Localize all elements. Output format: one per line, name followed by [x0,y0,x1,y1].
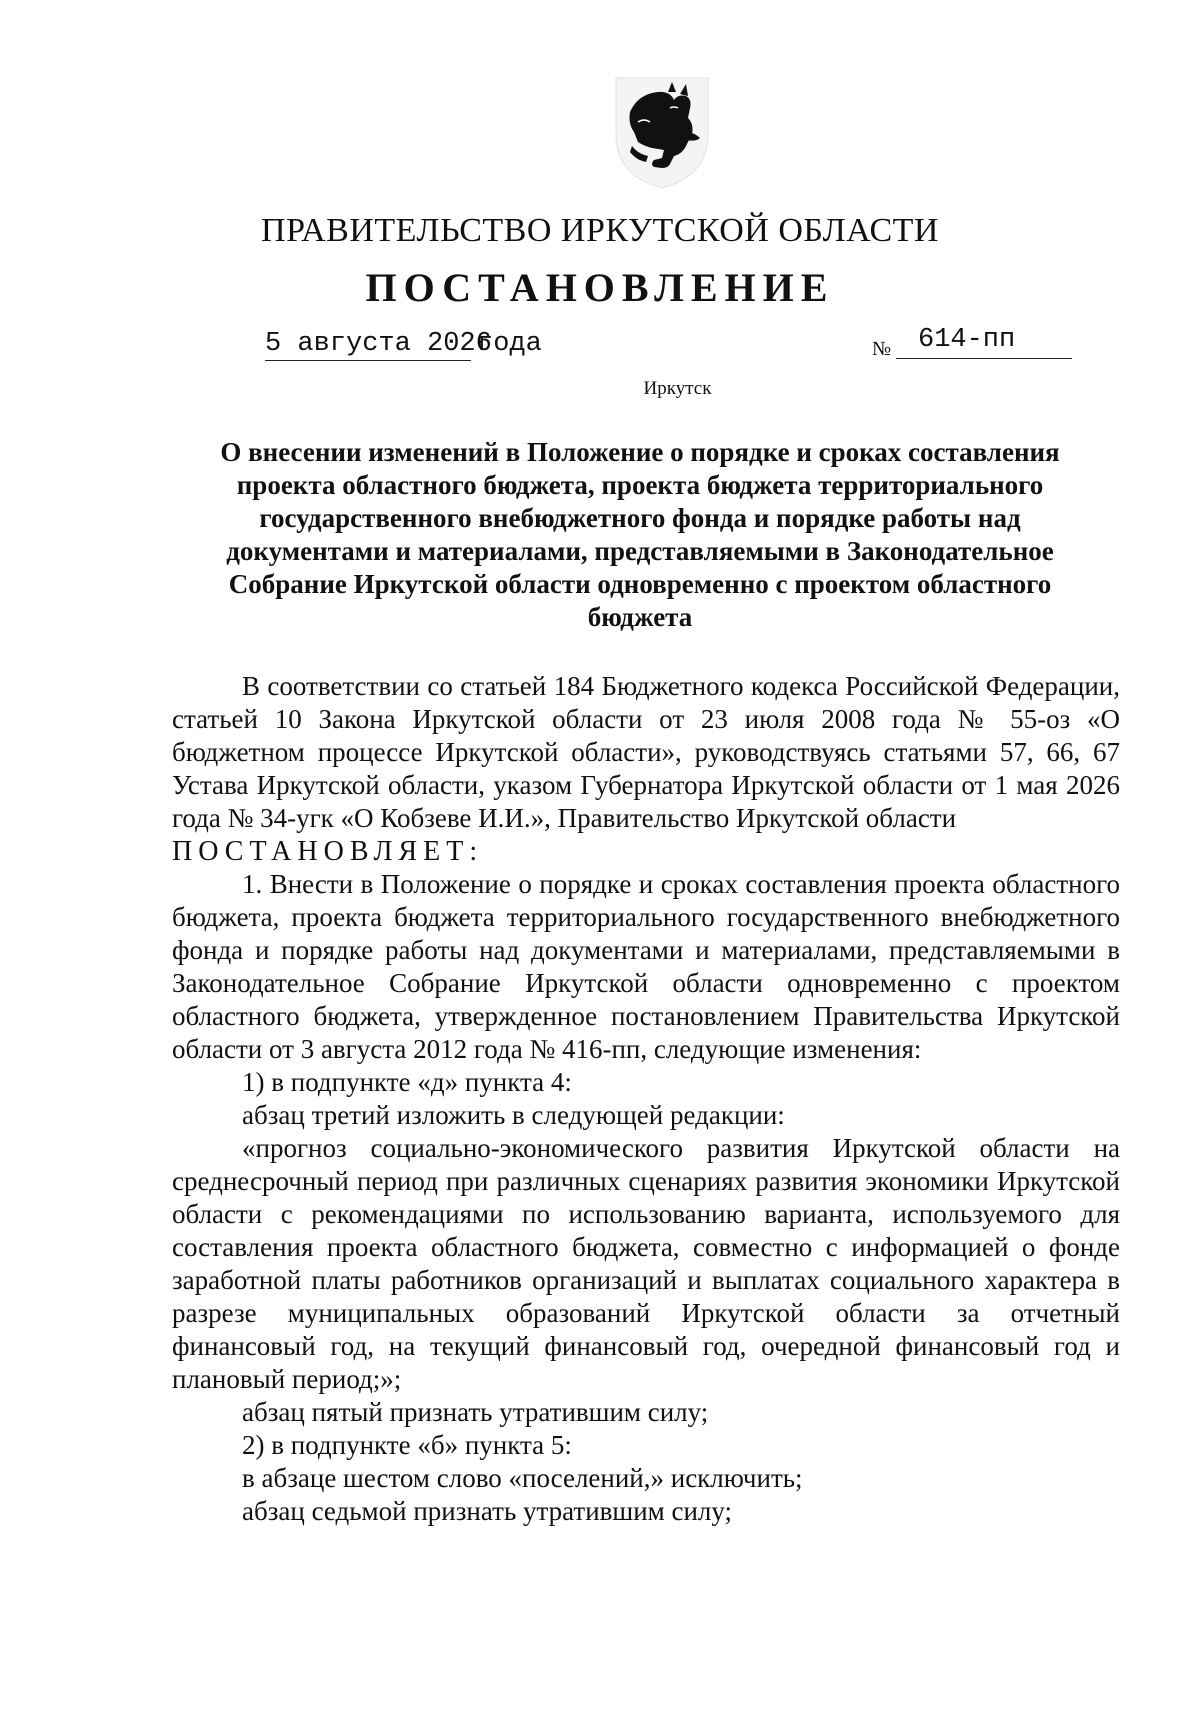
paragraph-6: 2) в подпункте «б» пункта 5: [242,1430,572,1460]
paragraph-1: 1. Внести в Положение о порядке и сроках составления проекта областного бюджета, проекта бюджета территориального государственного внебюджетного фонда и порядке работы над документами и материалами, представляемыми в Законодательное Собрание Иркутской области одновременно с проектом областного бюджета, утвержденное постановлением Правительства Иркутской области от 3 августа 2012 года № 416-пп, следующие изменения: [172,869,1120,1064]
paragraph-2: 1) в подпункте «д» пункта 4: [242,1067,572,1097]
paragraph-8: абзац седьмой признать утратившим силу; [242,1496,733,1526]
document-date-suffix: года [477,329,542,359]
document-body [172,670,1120,1528]
document-city: Иркутск [643,378,712,399]
preamble-paragraph: В соответствии со статьей 184 Бюджетного кодекса Российской Федерации, статьей 10 Закона Иркутской области от 23 июля 2008 года № 55-оз «О бюджетном процессе Иркутской области», руководствуясь статьями 57, 66, 67 Устава Иркутской области, указом Губернатора Иркутской области от 1 мая 2026 года № 34-угк «О Кобзеве И.И.», Правительство Иркутской области [172,671,1120,833]
resolves-label: ПОСТАНОВЛЯЕТ: [172,836,484,867]
document-heading: О внесении изменений в Положение о порядке и сроках составления проекта областного бюджета, проекта бюджета территориального государственного внебюджетного фонда и порядке работы над документами и материалами, представляемыми в Законодательное Собрание Иркутской области одновременно с проектом областного бюджета [220,437,1060,632]
paragraph-5: абзац пятый признать утратившим силу; [242,1397,709,1427]
number-underline [896,358,1072,359]
paragraph-3: абзац третий изложить в следующей редакции: [242,1100,785,1130]
document-type-title: ПОСТАНОВЛЕНИЕ [365,265,835,310]
document-date: 5 августа 2026 [265,329,492,359]
paragraph-4: «прогноз социально-экономического развития Иркутской области на среднесрочный период при различных сценариях развития экономики Иркутской области с рекомендациями по использованию варианта, используемого для составления проекта областного бюджета, совместно с информацией о фонде заработной платы работников организаций и выплатах социального характера в разрезе муниципальных образований Иркутской области за отчетный финансовый год, на текущий финансовый год, очередной финансовый год и плановый период;»; [172,1133,1120,1394]
date-underline [265,360,471,361]
document-number: 614-пп [918,325,1016,355]
government-name: ПРАВИТЕЛЬСТВО ИРКУТСКОЙ ОБЛАСТИ [261,212,939,249]
coat-of-arms-emblem [608,72,716,192]
paragraph-7: в абзаце шестом слово «поселений,» исключить; [242,1463,803,1493]
number-sign: № [872,338,892,360]
